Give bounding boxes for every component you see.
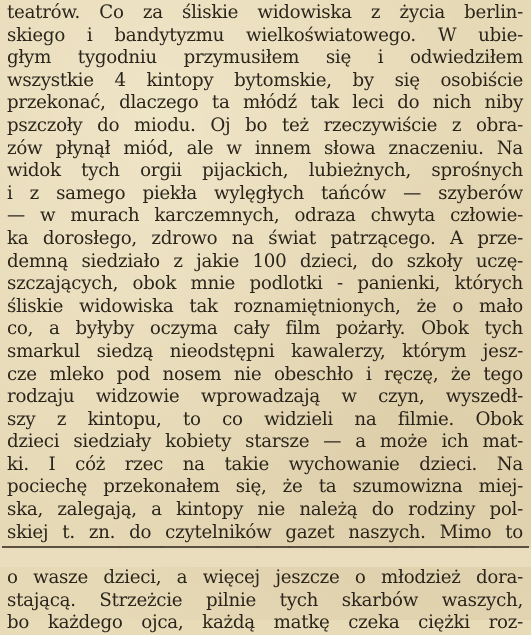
text-line: zów płynął miód, ale w innem słowa znaczeniu. Na [7,137,523,159]
text-line: ska, zalegają, a kintopy nie należą do rodziny pol- [7,499,523,521]
text-line: śliskie widowiska tak roznamiętnionych, że o mało [7,295,523,317]
text-line: skiego i bandytyzmu wielkoświatowego. W ubie- [7,24,523,46]
article-column-top [7,2,523,567]
text-line: co, a byłyby oczyma cały film pożarły. Obok tych [7,318,523,340]
text-line: — w murach karczemnych, odraza chwyta człowie- [7,205,523,227]
text-line: cze mleko pod nosem nie obeschło i ręczę, że tego [7,363,523,385]
text-line: głym tygodniu przymusiłem się i odwiedziłem [7,47,523,69]
text-line: szczających, obok mnie podlotki - panienki, których [7,273,523,295]
column-gap [0,548,531,567]
text-line: demną siedziało z jakie 100 dzieci, do szkoły uczę- [7,250,523,272]
text-line: stającą. Strzeżcie pilnie tych skarbów waszych, [7,589,523,611]
text-line: szy z kintopu, to co widzieli na filmie. Obok [7,408,523,430]
text-line: smarkul siedzą nieodstępni kawalerzy, którym jesz- [7,340,523,362]
text-line: dzieci siedziały kobiety starsze — a może ich mat- [7,431,523,453]
text-line: wszystkie 4 kintopy bytomskie, by się osobiście [7,69,523,91]
text-line: teatrów. Co za śliskie widowiska z życia berlin- [7,2,523,23]
text-line: przekonać, dlaczego ta młódź tak leci do nich niby [7,92,523,114]
text-line: o wasze dzieci, a więcej jeszcze o młodzież dora- [7,567,523,588]
text-line: ki. I cóż rzec na takie wychowanie dzieci. Na [7,453,523,475]
article-column-bottom [7,567,523,635]
text-line: bo każdego ojca, każdą matkę czeka ciężki roz- [7,612,523,634]
text-line: ka dorosłego, zdrowo na świat patrzącego. A prze- [7,227,523,249]
text-line: rodzaju widzowie wprowadzają w czyn, wyszedł- [7,386,523,408]
text-line: pociechę przekonałem się, że ta szumowizna miej- [7,476,523,498]
text-line: pszczoły do miodu. Oj bo też rzeczywiście z obra- [7,114,523,136]
text-line: widok tych orgii pijackich, lubieżnych, sprośnych [7,160,523,182]
text-line: i z samego piekła wylęgłych tańców — szyberów [7,182,523,204]
text-line: skiej t. zn. do czytelników gazet naszych. Mimo to [7,521,523,543]
